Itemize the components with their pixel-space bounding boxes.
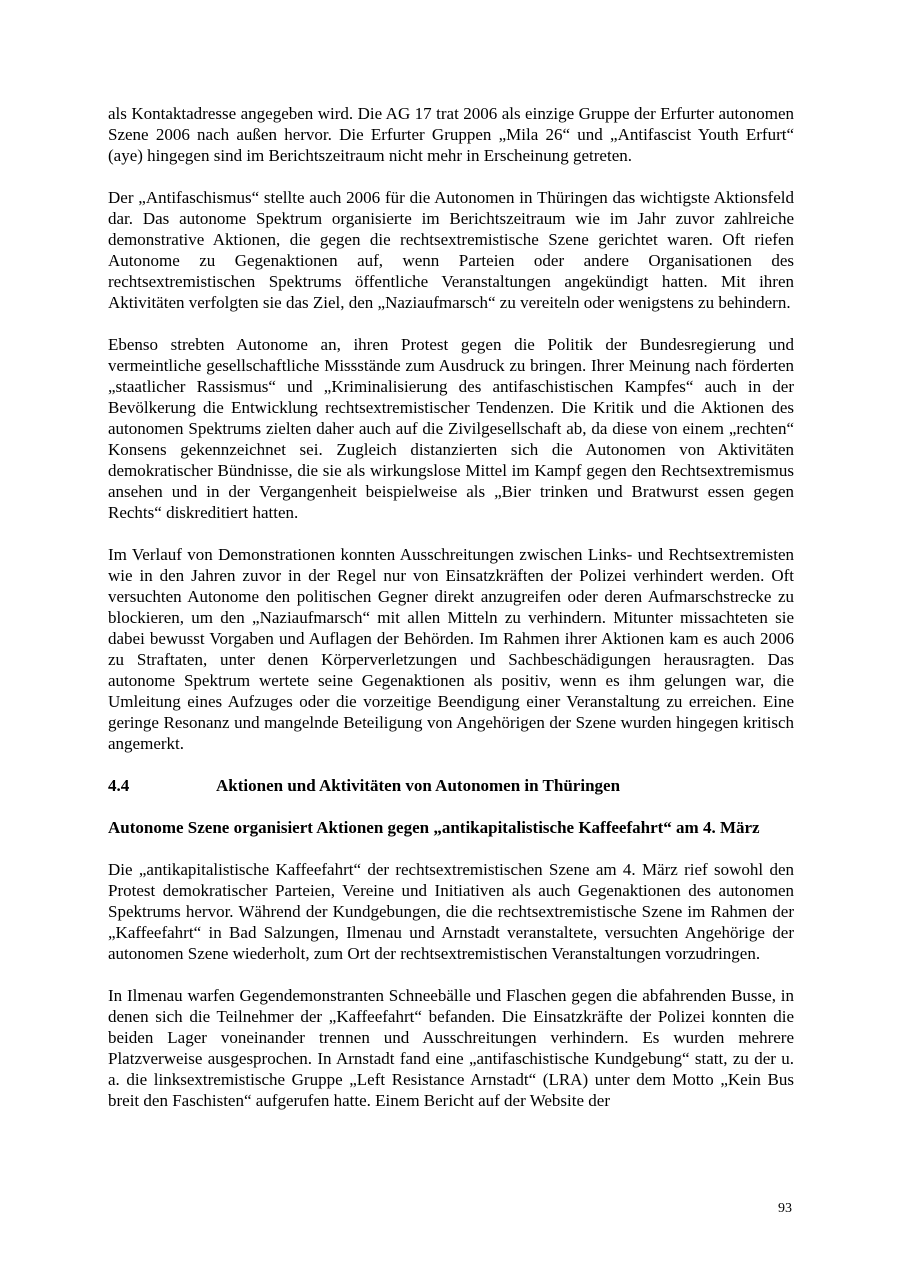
paragraph-3: Ebenso strebten Autonome an, ihren Protest gegen die Politik der Bundesregierung und vermeintliche gesellschaftliche Missstände zum Ausdruck zu bringen. Ihrer Meinung nach förderten „staatlicher Rassismus“ und „Kriminalisierung des antifaschistischen Kampfes“ auch in der Bevölkerung die Entwicklung rechtsextremistischer Tendenzen. Die Kritik und die Aktionen des autonomen Spektrums zielten daher auch auf die Zivilgesellschaft ab, da diese von einem „rechten“ Konsens gekennzeichnet sei. Zugleich distanzierten sich die Autonomen von Aktivitäten demokratischer Bündnisse, die sie als wirkungslose Mittel im Kampf gegen den Rechtsextremismus ansehen und in der Vergangenheit beispielweise als „Bier trinken und Bratwurst essen gegen Rechts“ diskreditiert hatten. (108, 335, 794, 522)
page-body (108, 103, 794, 1111)
section-paragraph-2: In Ilmenau warfen Gegendemonstranten Schneebälle und Flaschen gegen die abfahrenden Busse, in denen sich die Teilnehmer der „Kaffeefahrt“ befanden. Die Einsatzkräfte der Polizei konnten die beiden Lager voneinander trennen und Ausschreitungen verhindern. Es wurden mehrere Platzverweise ausgesprochen. In Arnstadt fand eine „antifaschistische Kundgebung“ statt, zu der u. a. die linksextremistische Gruppe „Left Resistance Arnstadt“ (LRA) unter dem Motto „Kein Bus breit den Faschisten“ aufgerufen hatte. Einem Bericht auf der Website der (108, 986, 794, 1110)
paragraph-gap (108, 313, 794, 334)
section-number: 4.4 (108, 776, 130, 795)
subsection-title: Autonome Szene organisiert Aktionen gegen „antikapitalistische Kaffeefahrt“ am 4. März (108, 818, 760, 837)
paragraph-gap (108, 796, 794, 817)
paragraph-gap (108, 754, 794, 775)
section-heading (108, 775, 794, 796)
page-number: 93 (778, 1201, 792, 1216)
paragraph-4: Im Verlauf von Demonstrationen konnten Ausschreitungen zwischen Links- und Rechtsextremisten wie in den Jahren zuvor in der Regel nur von Einsatzkräften der Polizei verhindert werden. Oft versuchten Autonome den politischen Gegner direkt anzugreifen oder deren Aufmarschstrecke zu blockieren, um den „Naziaufmarsch“ mit allen Mitteln zu verhindern. Mitunter missachteten sie dabei bewusst Vorgaben und Auflagen der Behörden. Im Rahmen ihrer Aktionen kam es auch 2006 zu Straftaten, unter denen Körperverletzungen und Sachbeschädigungen herausragten. Das autonome Spektrum wertete seine Gegenaktionen als positiv, wenn es ihm gelungen war, die Umleitung eines Aufzuges oder die vorzeitige Beendigung einer Veranstaltung zu erreichen. Eine geringe Resonanz und mangelnde Beteiligung von Angehörigen der Szene wurden hingegen kritisch angemerkt. (108, 545, 794, 753)
paragraph-gap (108, 964, 794, 985)
paragraph-2: Der „Antifaschismus“ stellte auch 2006 für die Autonomen in Thüringen das wichtigste Aktionsfeld dar. Das autonome Spektrum organisierte im Berichtszeitraum wie im Jahr zuvor zahlreiche demonstrative Aktionen, die gegen die rechtsextremistische Szene gerichtet waren. Oft riefen Autonome zu Gegenaktionen auf, wenn Parteien oder andere Organisationen des rechtsextremistischen Spektrums öffentliche Veranstaltungen angekündigt hatten. Mit ihren Aktivitäten verfolgten sie das Ziel, den „Naziaufmarsch“ zu vereiteln oder wenigstens zu behindern. (108, 188, 794, 312)
paragraph-gap (108, 523, 794, 544)
section-paragraph-1: Die „antikapitalistische Kaffeefahrt“ der rechtsextremistischen Szene am 4. März rief sowohl den Protest demokratischer Parteien, Vereine und Initiativen als auch Gegenaktionen des autonomen Spektrums hervor. Während der Kundgebungen, die die rechtsextremistische Szene im Rahmen der „Kaffeefahrt“ in Bad Salzungen, Ilmenau und Arnstadt veranstaltete, versuchten Angehörige der autonomen Szene wiederholt, zum Ort der rechtsextremistischen Veranstaltungen vorzudringen. (108, 860, 794, 963)
paragraph-gap (108, 838, 794, 859)
section-title: Aktionen und Aktivitäten von Autonomen in Thüringen (216, 776, 621, 795)
paragraph-gap (108, 166, 794, 187)
paragraph-1: als Kontaktadresse angegeben wird. Die AG 17 trat 2006 als einzige Gruppe der Erfurter autonomen Szene 2006 nach außen hervor. Die Erfurter Gruppen „Mila 26“ und „Antifascist Youth Erfurt“ (aye) hingegen sind im Berichtszeitraum nicht mehr in Erscheinung getreten. (108, 104, 794, 165)
